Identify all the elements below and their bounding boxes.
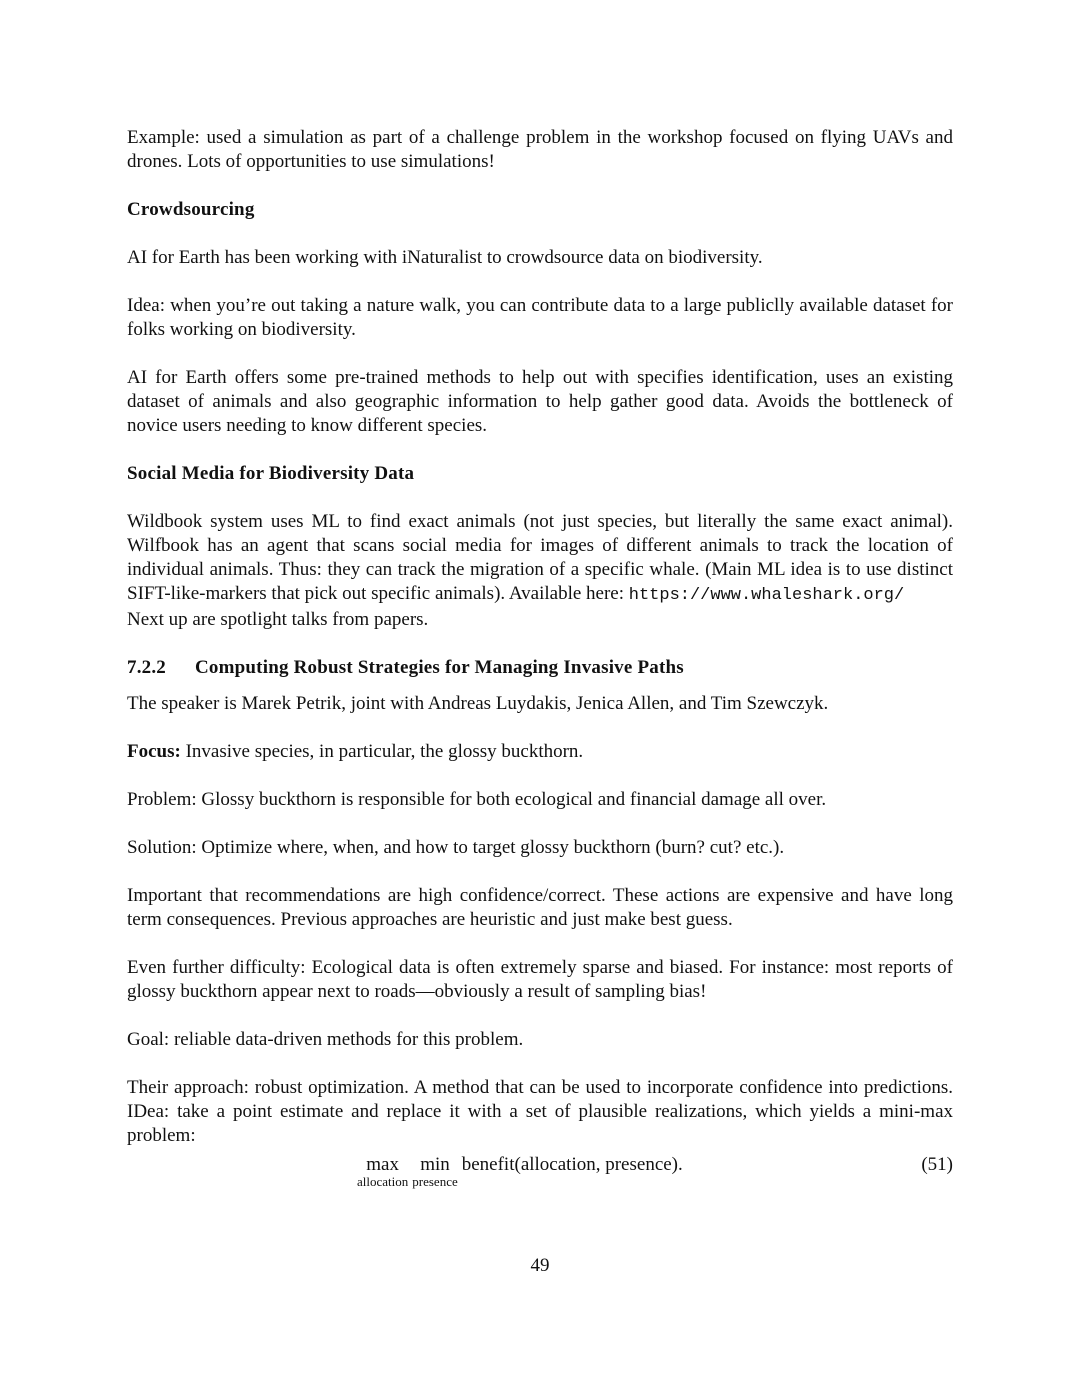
heading-social-media: Social Media for Biodiversity Data	[127, 463, 415, 484]
equation-number: (51)	[921, 1154, 953, 1175]
paragraph-difficulty: Even further difficulty: Ecological data is often extremely sparse and biased. For instance: most reports of glossy buckthorn appear next to roads—obviously a result of sampling bias!	[127, 957, 953, 1002]
paragraph-pretrained-methods: AI for Earth offers some pre-trained methods to help out with specifies identification, uses an existing dataset of animals and also geographic information to help gather good data. Avoids the bottleneck of novice users needing to know different species.	[127, 367, 953, 436]
equation-51	[127, 1154, 953, 1202]
paragraph-important: Important that recommendations are high confidence/correct. These actions are expensive and have long term consequences. Previous approaches are heuristic and just make best guess.	[127, 885, 953, 930]
subsection-number: 7.2.2	[127, 657, 166, 678]
whaleshark-link[interactable]: https://www.whaleshark.org/	[628, 586, 905, 605]
paragraph-solution: Solution: Optimize where, when, and how to target glossy buckthorn (burn? cut? etc.).	[127, 837, 785, 858]
paragraph-inaturalist: AI for Earth has been working with iNaturalist to crowdsource data on biodiversity.	[127, 247, 763, 268]
focus-text: Invasive species, in particular, the glossy buckthorn.	[180, 741, 584, 762]
paragraph-wildbook	[127, 510, 953, 608]
wildbook-text: Wildbook system uses ML to find exact animals (not just species, but literally the same exact animal). Wilfbook has an agent that scans social media for images of different animals to track the location of individual animals. Thus: they can track the migration of a specific whale. (Main ML idea is to use distinct SIFT-like-markers that pick out specific animals). Available here:	[127, 511, 953, 604]
paragraph-nature-walk: Idea: when you’re out taking a nature walk, you can contribute data to a large publiclly available dataset for folks working on biodiversity.	[127, 295, 953, 340]
max-word: max	[366, 1154, 399, 1175]
paragraph-goal: Goal: reliable data-driven methods for this problem.	[127, 1029, 524, 1050]
paragraph-focus	[127, 740, 953, 764]
min-subscript: presence	[412, 1174, 458, 1189]
min-operator	[412, 1154, 457, 1188]
max-operator	[357, 1154, 408, 1188]
paragraph-next-up: Next up are spotlight talks from papers.	[127, 609, 429, 630]
equation-expression: benefit(allocation, presence).	[461, 1154, 683, 1175]
page-number: 49	[530, 1255, 550, 1276]
heading-crowdsourcing: Crowdsourcing	[127, 199, 255, 220]
document-body	[127, 126, 953, 1202]
min-word: min	[420, 1154, 450, 1175]
paragraph-speaker: The speaker is Marek Petrik, joint with Andreas Luydakis, Jenica Allen, and Tim Szewczyk.	[127, 693, 829, 714]
max-subscript: allocation	[357, 1174, 409, 1189]
paragraph-problem: Problem: Glossy buckthorn is responsible for both ecological and financial damage all over.	[127, 789, 827, 810]
focus-label: Focus:	[127, 741, 181, 762]
subsection-heading	[127, 656, 953, 680]
equation-body	[357, 1154, 683, 1188]
paragraph-approach: Their approach: robust optimization. A method that can be used to incorporate confidence into predictions. IDea: take a point estimate and replace it with a set of plausible realizations, which yields a mini-max problem:	[127, 1077, 953, 1146]
paragraph-simulation: Example: used a simulation as part of a challenge problem in the workshop focused on flying UAVs and drones. Lots of opportunities to use simulations!	[127, 127, 953, 172]
subsection-title: Computing Robust Strategies for Managing Invasive Paths	[195, 657, 684, 678]
